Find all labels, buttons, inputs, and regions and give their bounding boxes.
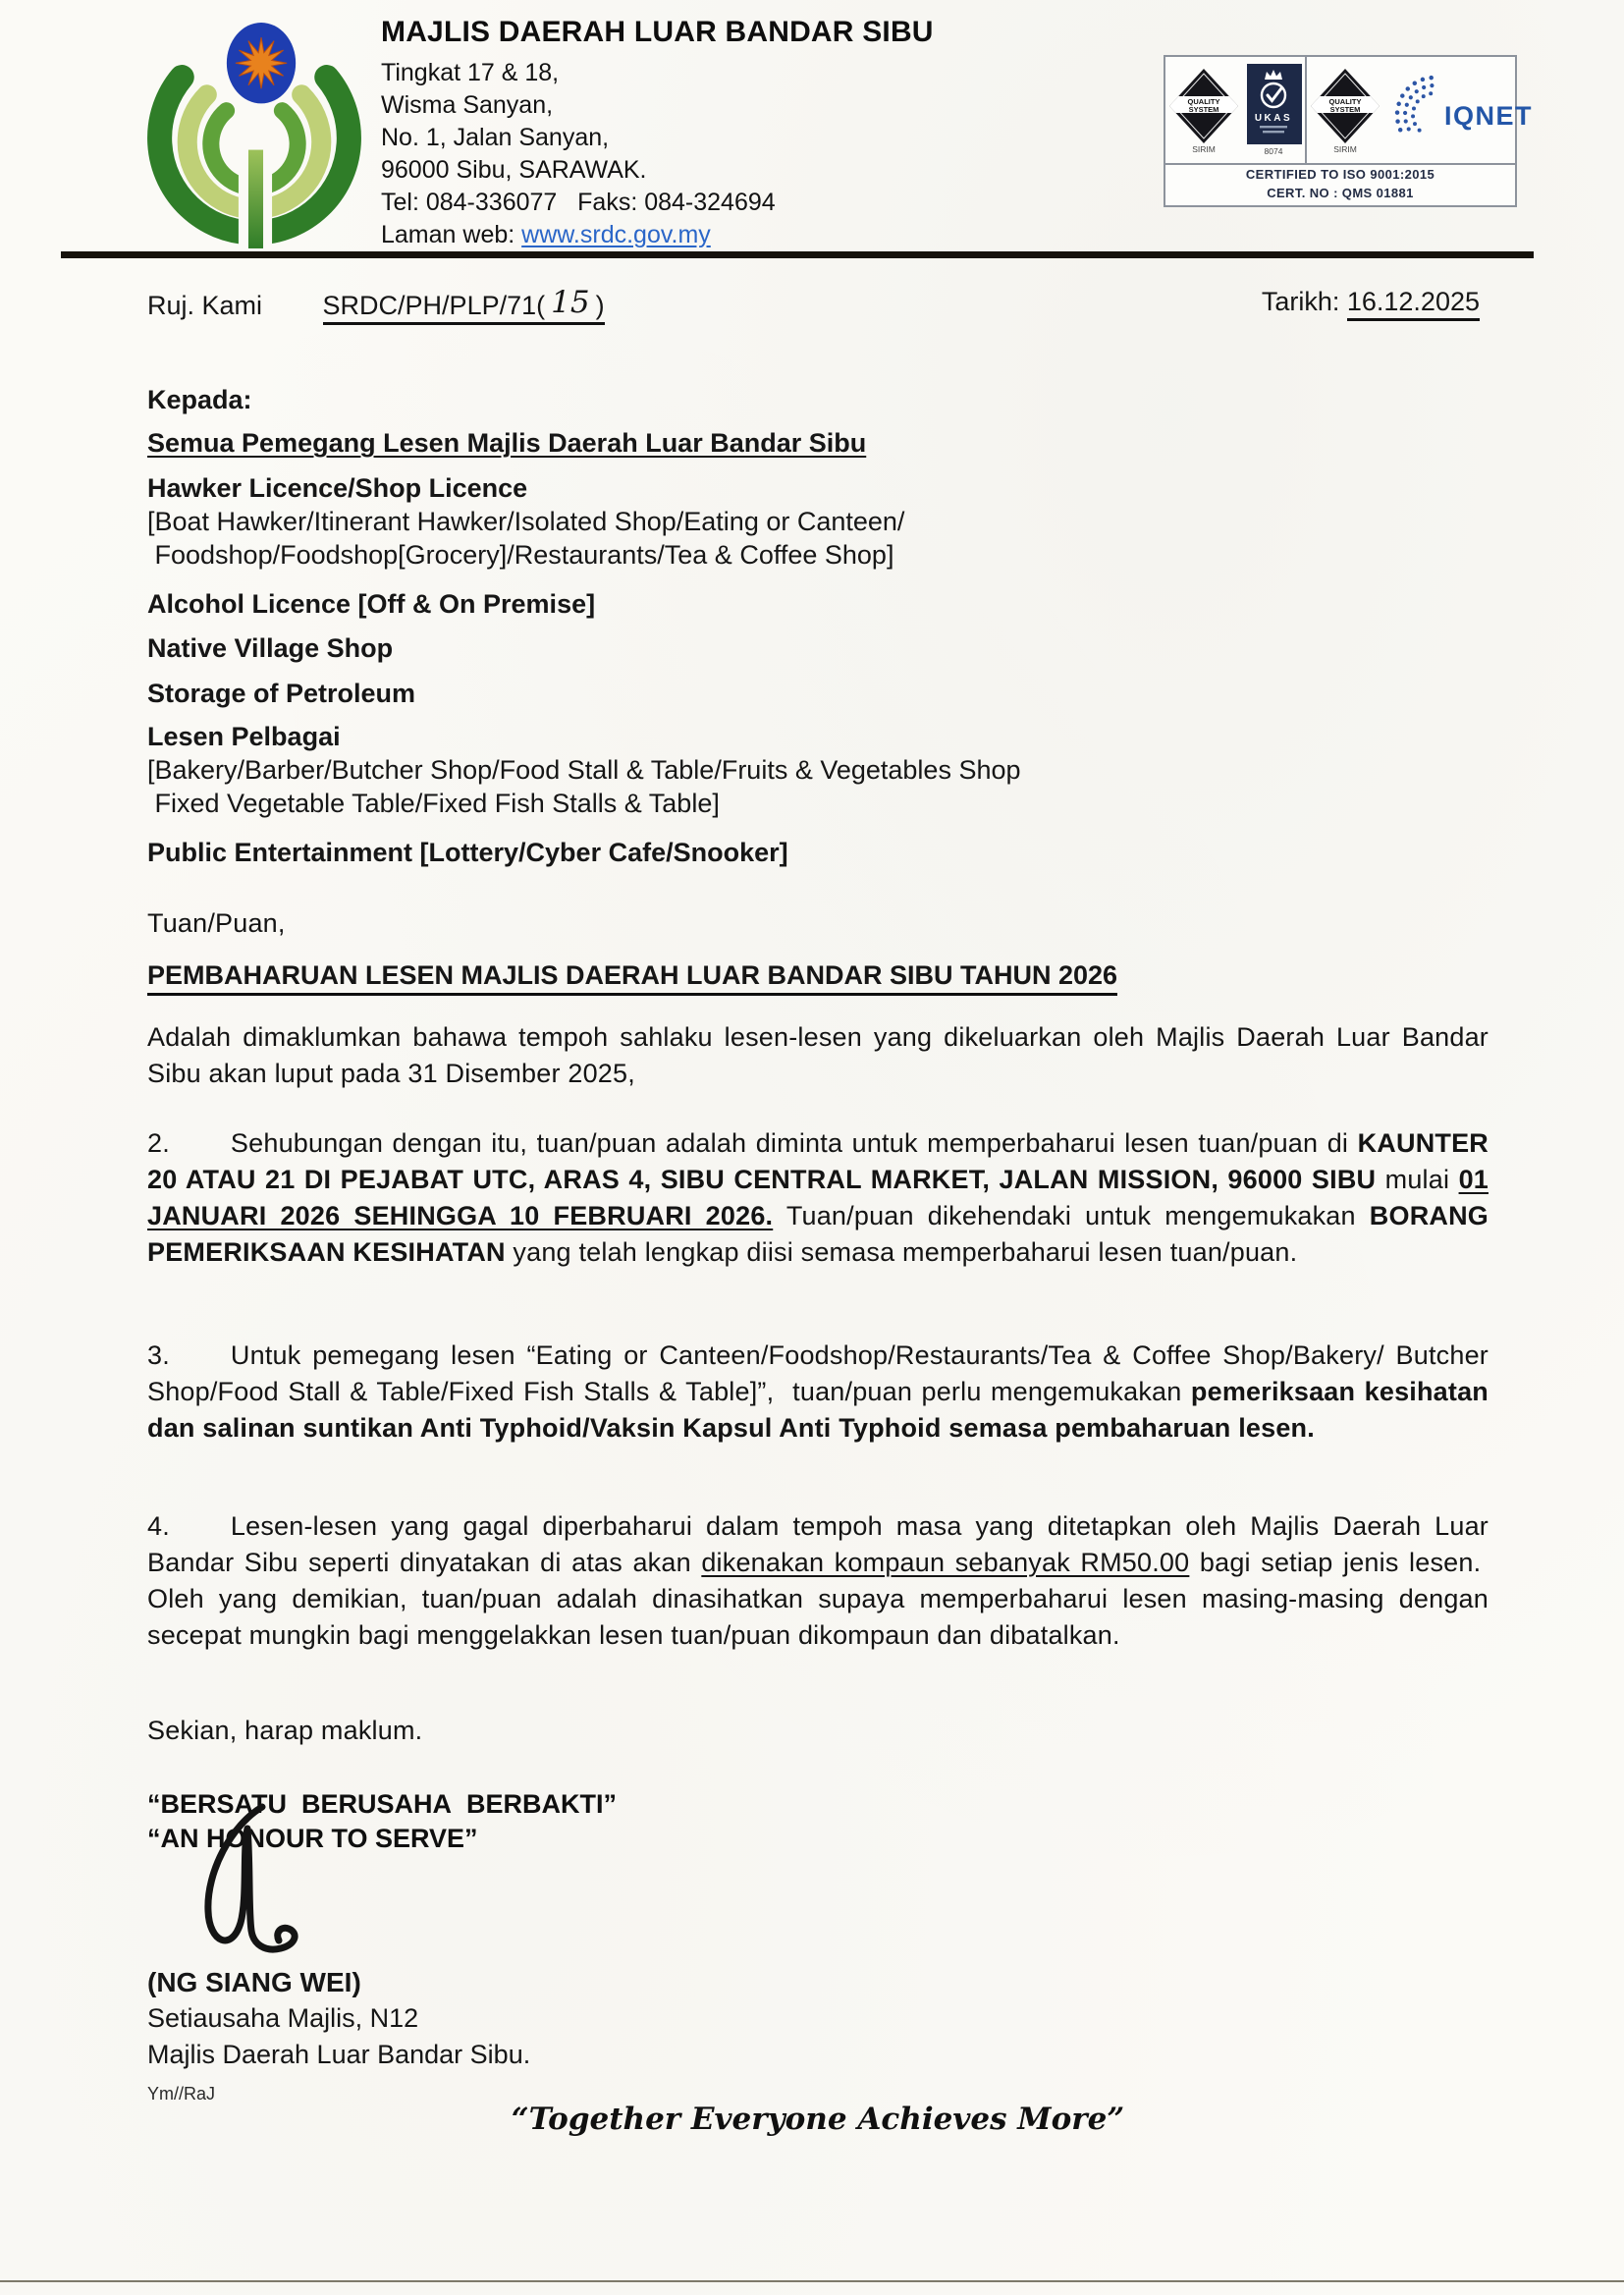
motto-malay: “BERSATU BERUSAHA BERBAKTI” — [147, 1789, 618, 1819]
header-divider — [61, 251, 1534, 258]
signatory-name: (NG SIANG WEI) — [147, 1967, 361, 1997]
subject-line — [147, 960, 1117, 991]
scan-edge-line — [0, 2280, 1624, 2282]
reference-code-suffix: ) — [595, 291, 605, 320]
svg-text:IQNET: IQNET — [1444, 101, 1534, 131]
svg-text:SIRIM: SIRIM — [1333, 144, 1357, 153]
paragraph-3: 3. Untuk pemegang lesen “Eating or Canteen/Foodshop/Restaurants/Tea & Coffee Shop/Bakery/ Butcher Shop/Food Stall & Table/Fixed Fish Stalls & Table]”, tuan/puan perlu mengemukakan pemeriksaan kesihatan dan salinan suntikan Anti Typhoid/Vaksin Kapsul Anti Typhoid semasa pembaharuan lesen. — [147, 1340, 1489, 1443]
storage-petroleum-heading: Storage of Petroleum — [147, 679, 416, 708]
reference-code-prefix: SRDC/PH/PLP/71( — [322, 291, 546, 320]
hawker-licence-detail-2: Foodshop/Foodshop[Grocery]/Restaurants/Tea & Coffee Shop] — [147, 540, 894, 570]
lesen-pelbagai-heading: Lesen Pelbagai — [147, 722, 341, 751]
kepada-label: Kepada: — [147, 385, 252, 414]
iqnet-logo — [1387, 68, 1544, 152]
letterhead — [381, 16, 1127, 251]
certification-badges — [1165, 57, 1534, 165]
svg-text:8074: 8074 — [1264, 146, 1283, 156]
hawker-licence-detail-1: [Boat Hawker/Itinerant Hawker/Isolated Shop/Eating or Canteen/ — [147, 507, 905, 536]
address-line-4: 96000 Sibu, SARAWAK. — [381, 156, 647, 184]
signature-scribble — [189, 1803, 400, 1960]
date-value: 16.12.2025 — [1347, 287, 1480, 321]
alcohol-licence-heading: Alcohol Licence [Off & On Premise] — [147, 589, 596, 619]
closing-sekian: Sekian, harap maklum. — [147, 1716, 423, 1745]
paragraph-1: Adalah dimaklumkan bahawa tempoh sahlaku lesen-lesen yang dikeluarkan oleh Majlis Daerah Luar Bandar Sibu akan luput pada 31 Disember 2025, — [147, 1022, 1489, 1088]
salutation: Tuan/Puan, — [147, 908, 286, 938]
date-label: Tarikh: — [1261, 287, 1347, 316]
native-village-shop-heading: Native Village Shop — [147, 633, 394, 663]
lesen-pelbagai-detail-2: Fixed Vegetable Table/Fixed Fish Stalls & Table] — [147, 789, 720, 818]
svg-text:UKAS: UKAS — [1254, 113, 1293, 124]
motto-english: “AN HONOUR TO SERVE” — [147, 1824, 478, 1853]
reference-row — [147, 287, 1488, 322]
ukas-badge — [1246, 63, 1303, 157]
svg-text:SIRIM: SIRIM — [1192, 144, 1216, 153]
hawker-shop-licence-heading: Hawker Licence/Shop Licence — [147, 473, 528, 503]
sirim-quality-badge-1 — [1167, 67, 1240, 153]
footer-tagline: “Together Everyone Achieves More” — [511, 2102, 1125, 2137]
subject-text: PEMBAHARUAN LESEN MAJLIS DAERAH LUAR BANDAR SIBU TAHUN 2026 — [147, 960, 1117, 996]
council-logo — [135, 12, 377, 253]
typist-initials: Ym//RaJ — [147, 2084, 216, 2104]
cert-number-line: CERT. NO : QMS 01881 — [1267, 186, 1414, 200]
signatory-organisation: Majlis Daerah Luar Bandar Sibu. — [147, 2040, 531, 2069]
sirim-iqnet-cell — [1305, 57, 1546, 163]
paragraph-2: 2. Sehubungan dengan itu, tuan/puan adalah diminta untuk memperbaharui lesen tuan/puan di KAUNTER 20 ATAU 21 DI PEJABAT UTC, ARAS 4, SIBU CENTRAL MARKET, JALAN MISSION, 96000 SIBU mulai 01 JANUARI 2026 SEHINGGA 10 FEBRUARI 2026. Tuan/puan dikehendaki untuk mengemukakan BORANG PEMERIKSAAN KESIHATAN yang telah lengkap diisi semasa memperbaharui lesen tuan/puan. — [147, 1128, 1489, 1267]
public-entertainment-heading: Public Entertainment [Lottery/Cyber Cafe/Snooker] — [147, 838, 788, 867]
address-line-2: Wisma Sanyan, — [381, 91, 554, 119]
certification-box — [1164, 55, 1534, 207]
lesen-pelbagai-detail-1: [Bakery/Barber/Butcher Shop/Food Stall & Table/Fruits & Vegetables Shop — [147, 755, 1021, 785]
svg-text:QUALITY: QUALITY — [1328, 97, 1362, 106]
signatory-block — [147, 1964, 530, 2073]
svg-text:SYSTEM: SYSTEM — [1329, 105, 1361, 114]
sirim-ukas-cell — [1165, 57, 1305, 163]
reference-handwritten-number: 15 — [551, 285, 590, 320]
web-label: Laman web: — [381, 221, 522, 248]
sirim-quality-badge-2 — [1309, 67, 1381, 153]
svg-text:SYSTEM: SYSTEM — [1188, 105, 1219, 114]
reference-label: Ruj. Kami — [147, 291, 263, 320]
reference-code — [322, 285, 605, 325]
web-line — [381, 219, 1127, 251]
svg-text:QUALITY: QUALITY — [1187, 97, 1220, 106]
website-link[interactable]: www.srdc.gov.my — [521, 221, 711, 248]
phone-fax-line: Tel: 084-336077 Faks: 084-324694 — [381, 189, 776, 216]
address-line-3: No. 1, Jalan Sanyan, — [381, 124, 610, 151]
paragraph-4: 4. Lesen-lesen yang gagal diperbaharui dalam tempoh masa yang ditetapkan oleh Majlis Daerah Luar Bandar Sibu seperti dinyatakan di atas akan dikenakan kompaun sebanyak RM50.00 bagi setiap jenis lesen. Oleh yang demikian, tuan/puan adalah dinasihatkan supaya memperbaharui lesen masing-masing dengan secepat mungkin bagi menggelakkan lesen tuan/puan dikompaun dan dibatalkan. — [147, 1511, 1489, 1650]
iso-certified-line: CERTIFIED TO ISO 9001:2015 — [1245, 167, 1435, 182]
signatory-title: Setiausaha Majlis, N12 — [147, 2003, 419, 2033]
logo-stem — [248, 150, 263, 248]
recipient-all-licensees: Semua Pemegang Lesen Majlis Daerah Luar Bandar Sibu — [147, 428, 867, 458]
address-line-1: Tingkat 17 & 18, — [381, 59, 560, 86]
org-name: MAJLIS DAERAH LUAR BANDAR SIBU — [381, 16, 934, 48]
recipient-block — [147, 383, 1488, 869]
date-block — [1262, 287, 1480, 317]
